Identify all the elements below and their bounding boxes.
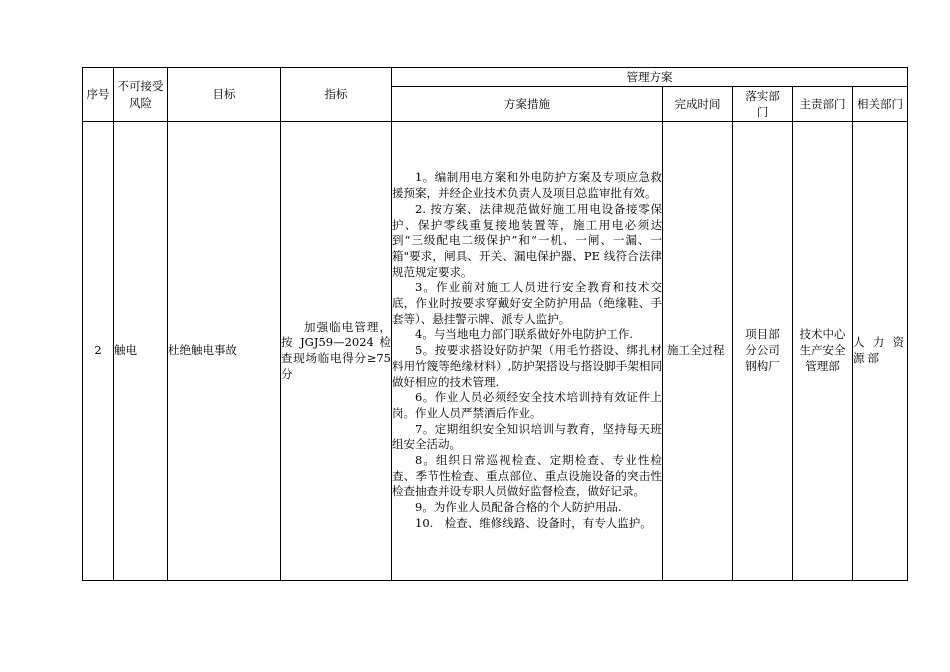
row-seq: 2 [83, 122, 114, 581]
measure-item: 6。作业人员必须经安全技术培训持有效证件上岗。作业人员严禁酒后作业。 [392, 390, 662, 420]
measure-item: 3。作业前对施工人员进行安全教育和技术交底，作业时按要求穿戴好安全防护用品（绝缘鞋、手套等）、悬挂警示牌、派专人监护。 [392, 280, 662, 326]
header-risk: 不可接受风险 [114, 68, 168, 122]
implementing-dept-item: 钢构厂 [745, 358, 780, 373]
row-indicator [281, 122, 392, 581]
lead-dept-item: 管理部 [805, 358, 840, 373]
header-related-dept: 相关部门 [853, 87, 908, 122]
lead-dept-item: 技术中心 [799, 327, 846, 342]
measure-item: 9。为作业人员配备合格的个人防护用品. [415, 500, 622, 515]
table-row [83, 122, 908, 581]
implementing-dept-item: 分公司 [745, 343, 780, 358]
row-deadline: 施工全过程 [663, 122, 733, 581]
header-seq: 序号 [83, 68, 114, 122]
row-measures [392, 122, 663, 581]
measure-item: 1。编制用电方案和外电防护方案及专项应急救援预案，并经企业技术负责人及项目总监审批有效。 [392, 170, 662, 201]
header-plan-group: 管理方案 [392, 68, 908, 87]
header-measures: 方案措施 [392, 87, 663, 122]
measure-item: 10. 检查、维修线路、设备时，有专人监护。 [415, 515, 652, 530]
row-goal: 杜绝触电事故 [168, 122, 281, 581]
measure-item: 7。定期组织安全知识培训与教育，坚持每天班组安全活动。 [392, 421, 662, 452]
row-implementing-dept [733, 122, 793, 581]
header-goal: 目标 [168, 68, 281, 122]
indicator-text: 加强临电管理，按 JGJ59—2024 检查现场临电得分≥75分 [281, 319, 391, 381]
row-risk: 触电 [114, 122, 168, 581]
measure-item: 8。组织日常巡视检查、定期检查、专业性检查、季节性检查、重点部位、重点设施设备的突击性检查抽查并设专职人员做好监督检查，做好记录。 [392, 453, 662, 499]
row-related-dept [853, 122, 908, 581]
row-lead-dept [793, 122, 853, 581]
implementing-dept-item: 项目部 [745, 327, 780, 342]
measure-item: 5。按要求搭设好防护架（用毛竹搭设、绑扎材料用竹篾等绝缘材料）,防护架搭设与搭设脚手架相同做好相应的技术管理. [392, 343, 662, 389]
header-lead-dept: 主责部门 [793, 87, 853, 122]
header-implementing-dept: 落实部门 [733, 87, 793, 122]
management-plan-table [82, 67, 908, 581]
header-deadline: 完成时间 [663, 87, 733, 122]
lead-dept-item: 生产安全 [799, 343, 846, 358]
related-dept-text: 人力资源部 [853, 335, 908, 365]
measure-item: 2. 按方案、法律规范做好施工用电设备接零保护、保护零线重复接地装置等，施工用电必须达到“三级配电二级保护”和“一机、一闸、一漏、一箱"要求，闸具、开关、漏电保护器、PE 线符合法律规范规定要求。 [392, 201, 662, 279]
header-indicator: 指标 [281, 68, 392, 122]
measure-item: 4。与当地电力部门联系做好外电防护工作. [415, 327, 633, 342]
